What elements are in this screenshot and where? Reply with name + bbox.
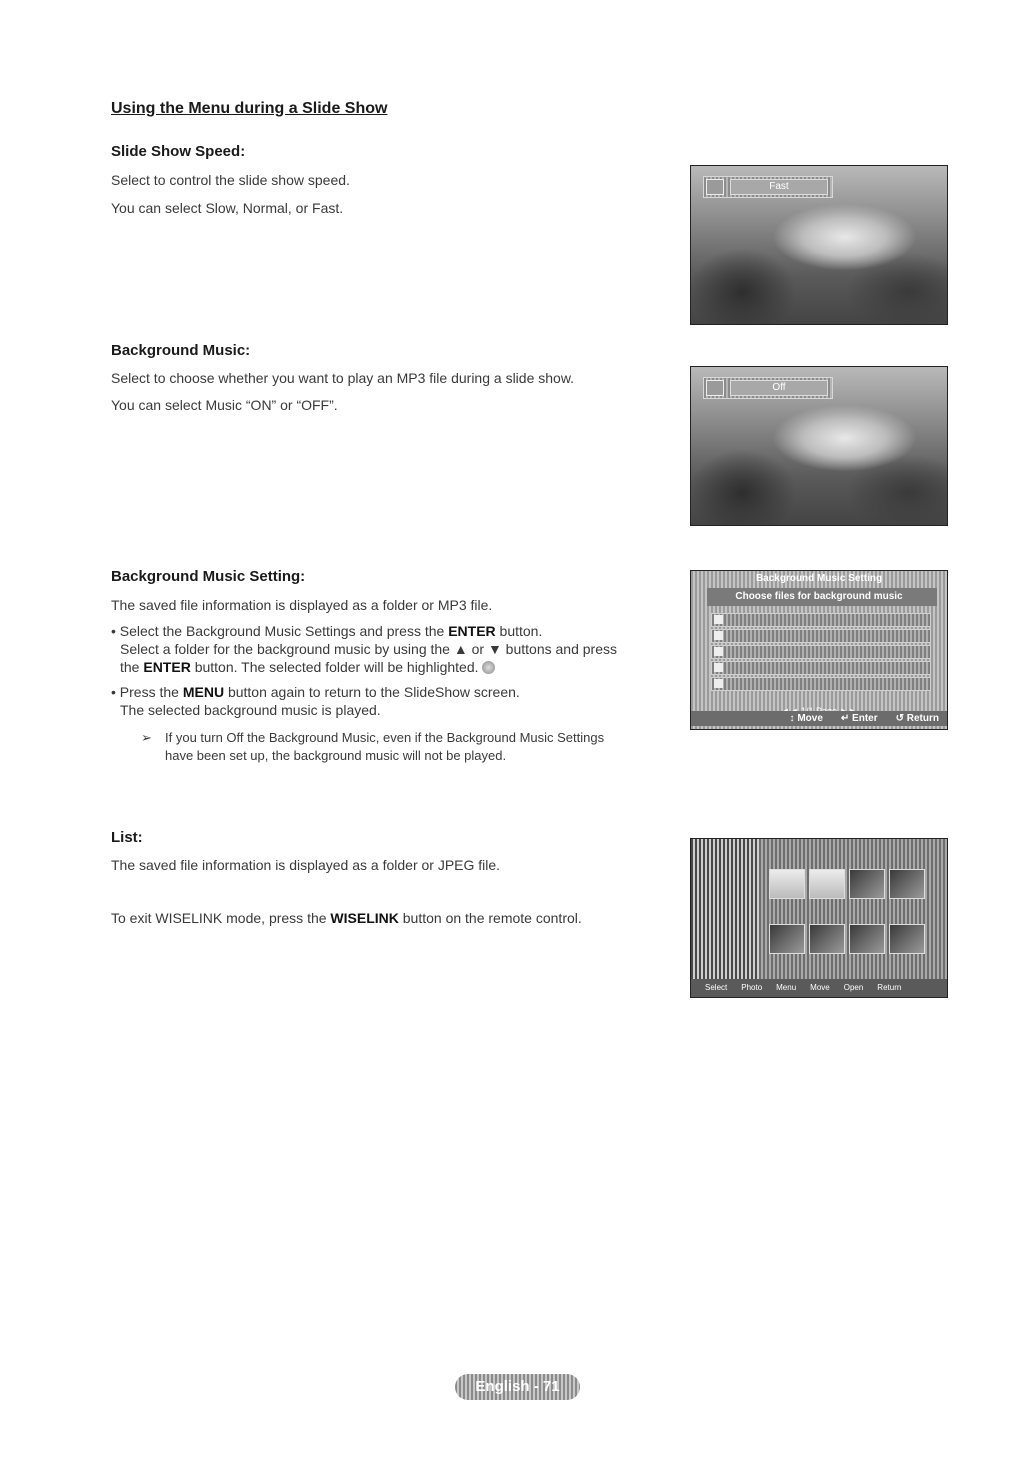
photo-thumbnail [849,869,885,899]
bullet1-line3-a: the [120,659,144,675]
checkbox-icon [714,615,723,624]
music-line-1: Select to choose whether you want to play an MP3 file during a slide show. [111,370,575,386]
section-heading-list: List: [111,829,143,846]
bullet1-text-a: • Select the Background Music Settings and press the [111,623,449,639]
page-number-badge: English - 71 [455,1374,580,1400]
bullet2-text-a: • Press the [111,684,183,700]
slideshow-speed-screenshot [690,165,948,325]
music-setting-bullet-1-line-2: Select a folder for the background music by using the ▲ or ▼ buttons and press [120,641,617,657]
dialog-row [711,613,931,627]
bullet1-line3-c: button. The selected folder will be highlighted. [190,659,479,675]
footer-enter: ↵ Enter [840,713,878,724]
speed-line-2: You can select Slow, Normal, or Fast. [111,200,344,216]
menu-keyword: MENU [182,684,225,700]
list-sidebar [691,839,759,979]
enter-keyword-2: ENTER [143,659,191,675]
photo-thumbnail [769,924,805,954]
section-heading-music-setting: Background Music Setting: [111,568,306,585]
note-arrow-icon: ➢ [141,730,152,745]
dialog-row [711,661,931,675]
background-music-screenshot [690,366,948,526]
photo-thumbnail [889,924,925,954]
note-line-2: have been set up, the background music will not be played. [165,748,507,763]
music-icon [706,380,724,396]
footer-photo: Photo [741,983,763,992]
dialog-row [711,645,931,659]
music-osd [703,377,833,399]
footer-open: Open [843,983,864,992]
list-footer [691,979,947,997]
speed-osd [703,176,833,198]
dialog-row [711,677,931,691]
music-setting-intro: The saved file information is displayed as a folder or MP3 file. [111,597,493,613]
footer-move: Move [810,983,830,992]
folder-thumbnail [809,869,845,899]
checkbox-icon [714,631,723,640]
dialog-row [711,629,931,643]
page-title: Using the Menu during a Slide Show [111,100,388,117]
footer-return: ↺ Return [895,713,939,724]
wiselink-keyword: WISELINK [330,910,399,926]
bullet1-text-c: button. [495,623,543,639]
dialog-subtitle: Choose files for background music [735,591,903,602]
exit-text-a: To exit WISELINK mode, press the [111,910,331,926]
music-setting-bullet-1-line-3 [120,659,495,676]
list-screenshot [690,838,948,998]
music-osd-value: Off [730,380,828,396]
music-setting-dialog-screenshot [690,570,948,730]
checkbox-icon [714,647,723,656]
dialog-title: Background Music Setting [755,573,883,584]
music-setting-bullet-2-line-2: The selected background music is played. [120,702,381,718]
dialog-footer [691,711,947,726]
music-setting-bullet-1 [111,623,542,640]
checkbox-icon [714,663,723,672]
footer-return: Return [877,983,902,992]
footer-select: Select [705,983,728,992]
list-line-1: The saved file information is displayed as a folder or JPEG file. [111,857,501,873]
note-line-1: If you turn Off the Background Music, even if the Background Music Settings [165,730,605,745]
section-heading-music: Background Music: [111,342,251,359]
folder-thumbnail [769,869,805,899]
exit-instruction [111,910,582,927]
speed-icon [706,179,724,195]
photo-thumbnail [809,924,845,954]
speed-osd-value: Fast [730,179,828,195]
bullet2-text-c: button again to return to the SlideShow screen. [224,684,520,700]
music-line-2: You can select Music “ON” or “OFF”. [111,397,338,413]
enter-keyword: ENTER [448,623,496,639]
photo-thumbnail [849,924,885,954]
music-setting-bullet-2 [111,684,520,701]
footer-menu: Menu [776,983,797,992]
checkbox-icon [714,679,723,688]
highlight-icon [482,661,495,674]
footer-move: ↕ Move [789,713,823,724]
section-heading-speed: Slide Show Speed: [111,143,246,160]
speed-line-1: Select to control the slide show speed. [111,172,350,188]
photo-thumbnail [889,869,925,899]
exit-text-c: button on the remote control. [398,910,582,926]
